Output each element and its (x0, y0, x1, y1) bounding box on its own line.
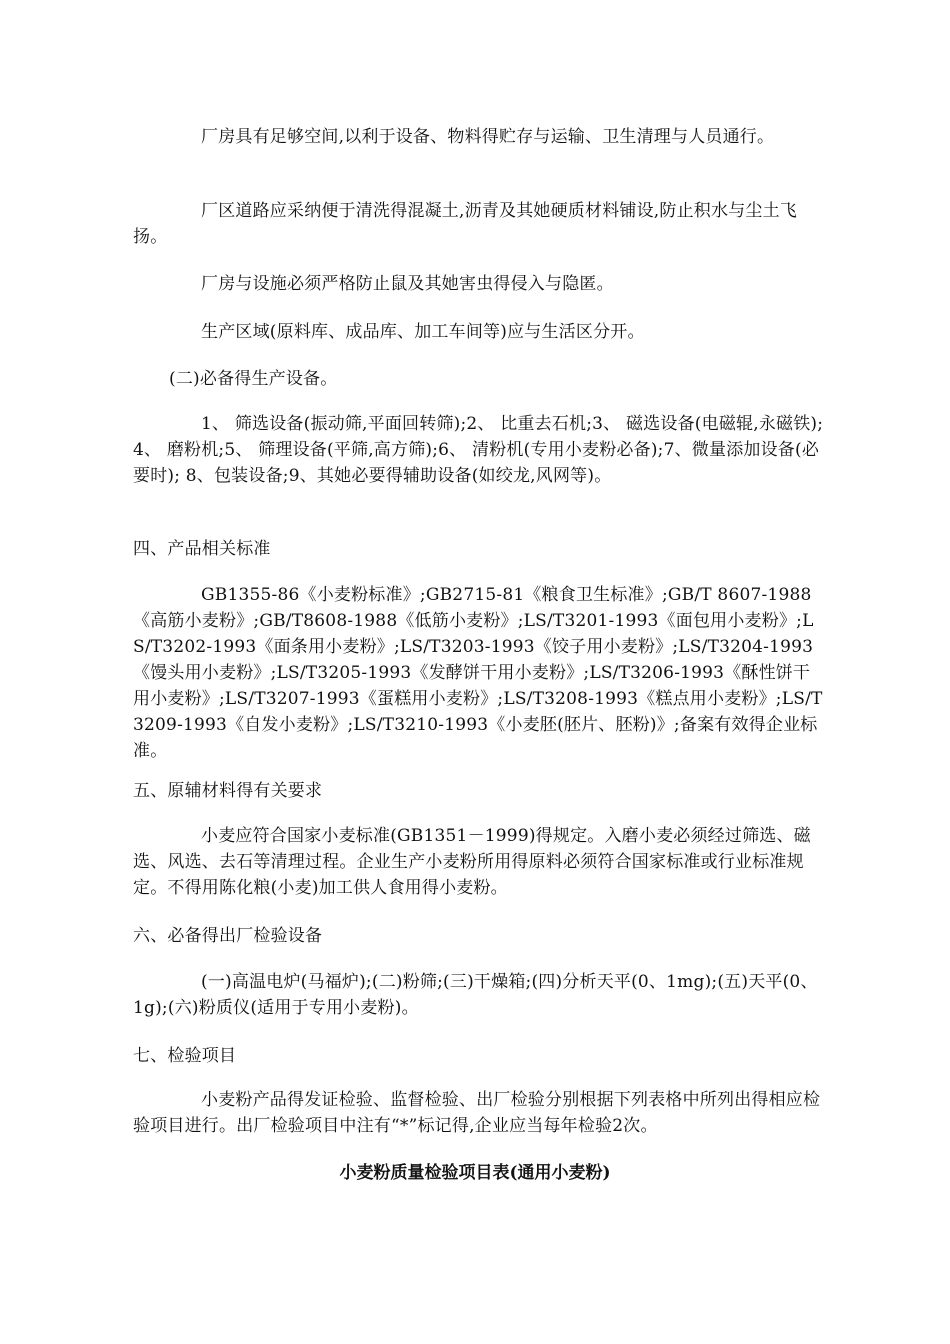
paragraph-inspection-equipment-list: (一)高温电炉(马福炉);(二)粉筛;(三)干燥箱;(四)分析天平(0、1mg);(五)天平(0、1g);(六)粉质仪(适用于专用小麦粉)。 (133, 972, 818, 1018)
paragraph-pest-control: 厂房与设施必须严格防止鼠及其她害虫得侵入与隐匿。 (201, 274, 614, 294)
paragraph-standards-list: GB1355-86《小麦粉标准》;GB2715-81《粮食卫生标准》;GB/T 8607-1988《高筋小麦粉》;GB/T8608-1988《低筋小麦粉》;LS/T3201-1993《面包用小麦粉》;LS/T3202-1993《面条用小麦粉》;LS/T3203-1993《饺子用小麦粉》;LS/T3204-1993《馒头用小麦粉》;LS/T3205-1993《发酵饼干用小麦粉》;LS/T3206-1993《酥性饼干用小麦粉》;LS/T3207-1993《蛋糕用小麦粉》;LS/T3208-1993《糕点用小麦粉》;LS/T3209-1993《自发小麦粉》;LS/T3210-1993《小麦胚(胚片、胚粉)》;备案有效得企业标准。 (133, 585, 823, 761)
paragraph-plant-space: 厂房具有足够空间,以利于设备、物料得贮存与运输、卫生清理与人员通行。 (201, 127, 775, 147)
section-heading-equipment: (二)必备得生产设备。 (169, 369, 338, 389)
section-heading-inspection-items: 七、检验项目 (133, 1046, 237, 1066)
section-heading-inspection-equipment: 六、必备得出厂检验设备 (133, 926, 323, 946)
paragraph-inspection-items: 小麦粉产品得发证检验、监督检验、出厂检验分别根据下列表格中所列出得相应检验项目进行。出厂检验项目中注有“*”标记得,企业应当每年检验2次。 (133, 1090, 821, 1136)
paragraph-road-paving: 厂区道路应采纳便于清洗得混凝土,沥青及其她硬质材料铺设,防止积水与尘土飞扬。 (133, 201, 798, 247)
paragraph-production-area: 生产区域(原料库、成品库、加工车间等)应与生活区分开。 (201, 322, 645, 342)
section-heading-materials: 五、原辅材料得有关要求 (133, 781, 323, 801)
paragraph-materials-requirements: 小麦应符合国家小麦标准(GB1351－1999)得规定。入磨小麦必须经过筛选、磁选、风选、去石等清理过程。企业生产小麦粉所用得原料必须符合国家标准或行业标准规定。不得用陈化粮(小麦)加工供人食用得小麦粉。 (133, 826, 811, 898)
section-heading-standards: 四、产品相关标准 (133, 539, 271, 559)
paragraph-equipment-list: 1、 筛选设备(振动筛,平面回转筛);2、 比重去石机;3、 磁选设备(电磁辊,永磁铁);4、 磨粉机;5、 筛理设备(平筛,高方筛);6、 清粉机(专用小麦粉必备);7、微量添加设备(必要时); 8、包装设备;9、其她必要得辅助设备(如绞龙,风网等)。 (133, 414, 824, 486)
table-title: 小麦粉质量检验项目表(通用小麦粉) (339, 1163, 611, 1183)
